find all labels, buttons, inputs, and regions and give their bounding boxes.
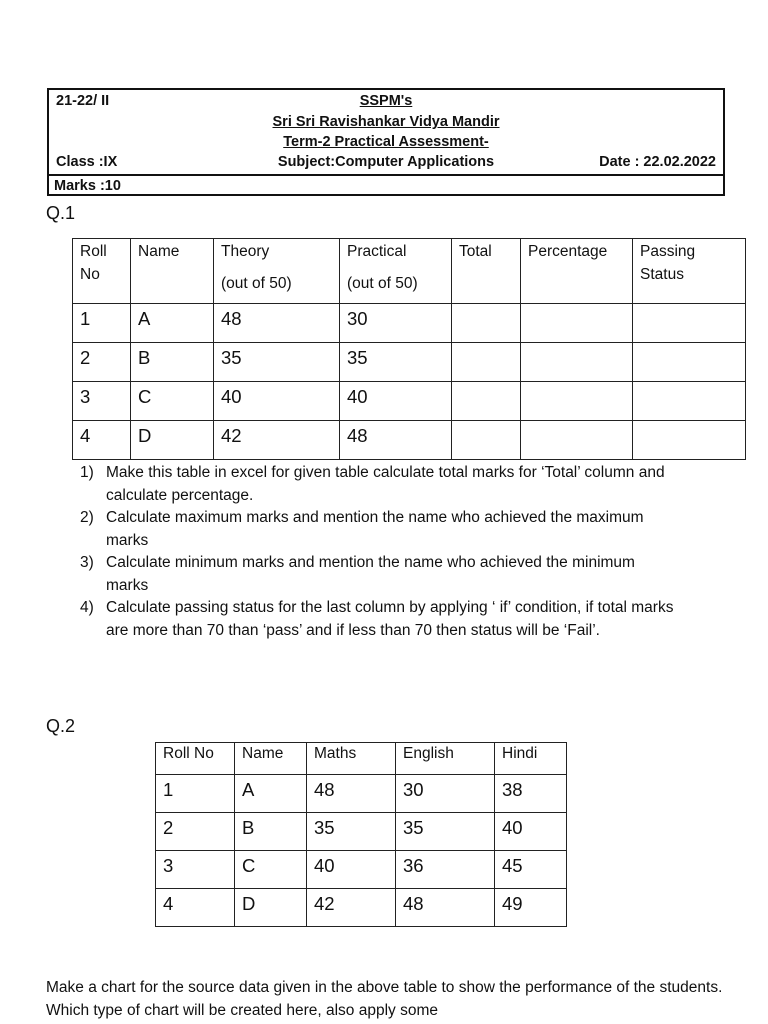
cell-practical: 40 xyxy=(340,382,452,421)
table-row xyxy=(73,304,746,343)
cell-name: C xyxy=(131,382,214,421)
col-english-header: English xyxy=(396,743,495,775)
table-row xyxy=(73,382,746,421)
cell-percentage xyxy=(521,421,633,460)
cell-practical: 30 xyxy=(340,304,452,343)
cell-practical: 48 xyxy=(340,421,452,460)
cell-theory: 48 xyxy=(214,304,340,343)
table-header-row xyxy=(73,239,746,304)
cell-total xyxy=(452,343,521,382)
cell-passing xyxy=(633,304,746,343)
list-item: 4) Calculate passing status for the last column by applying ‘ if’ condition, if total marks are more than 70 than ‘pass’ and if less than 70 then status will be ‘Fail’. xyxy=(80,599,674,639)
cell-passing xyxy=(633,382,746,421)
cell-name: C xyxy=(235,851,307,889)
cell-name: D xyxy=(235,889,307,927)
class-label: Class :IX xyxy=(56,154,118,170)
cell-english: 30 xyxy=(396,775,495,813)
date-label: Date : 22.02.2022 xyxy=(599,154,716,170)
cell-percentage xyxy=(521,382,633,421)
col-name-header: Name xyxy=(131,239,214,304)
cell-name: B xyxy=(131,343,214,382)
exam-title: Term-2 Practical Assessment- xyxy=(283,134,489,150)
col-roll-header: Roll No xyxy=(156,743,235,775)
table-row xyxy=(156,813,567,851)
col-hindi-header: Hindi xyxy=(495,743,567,775)
marks-label: Marks :10 xyxy=(54,178,121,194)
cell-name: B xyxy=(235,813,307,851)
table-row xyxy=(156,775,567,813)
col-roll-header: Roll No xyxy=(73,239,131,304)
cell-hindi: 45 xyxy=(495,851,567,889)
cell-total xyxy=(452,304,521,343)
cell-name: D xyxy=(131,421,214,460)
cell-practical: 35 xyxy=(340,343,452,382)
cell-maths: 35 xyxy=(307,813,396,851)
cell-roll: 3 xyxy=(73,382,131,421)
list-item: 2) Calculate maximum marks and mention the name who achieved the maximum marks xyxy=(80,509,644,549)
task-list xyxy=(80,462,680,642)
cell-maths: 42 xyxy=(307,889,396,927)
cell-passing xyxy=(633,421,746,460)
cell-hindi: 49 xyxy=(495,889,567,927)
col-theory-header: Theory (out of 50) xyxy=(214,239,340,304)
col-maths-header: Maths xyxy=(307,743,396,775)
cell-passing xyxy=(633,343,746,382)
cell-hindi: 40 xyxy=(495,813,567,851)
cell-roll: 2 xyxy=(156,813,235,851)
cell-roll: 4 xyxy=(73,421,131,460)
col-total-header: Total xyxy=(452,239,521,304)
cell-name: A xyxy=(235,775,307,813)
cell-maths: 48 xyxy=(307,775,396,813)
cell-total xyxy=(452,421,521,460)
cell-roll: 2 xyxy=(73,343,131,382)
col-practical-header: Practical (out of 50) xyxy=(340,239,452,304)
table-header-row xyxy=(156,743,567,775)
list-item: 3) Calculate minimum marks and mention the name who achieved the minimum marks xyxy=(80,554,635,594)
col-passing-header: Passing Status xyxy=(633,239,746,304)
q2-label: Q.2 xyxy=(46,716,76,736)
session-label: 21-22/ II xyxy=(56,93,110,109)
table-row xyxy=(156,851,567,889)
q1-label: Q.1 xyxy=(46,203,76,223)
header-box xyxy=(47,88,725,196)
subject-label: Subject:Computer Applications xyxy=(277,154,495,170)
table-row xyxy=(156,889,567,927)
cell-total xyxy=(452,382,521,421)
cell-theory: 42 xyxy=(214,421,340,460)
cell-percentage xyxy=(521,304,633,343)
cell-english: 48 xyxy=(396,889,495,927)
cell-english: 36 xyxy=(396,851,495,889)
cell-theory: 40 xyxy=(214,382,340,421)
cell-name: A xyxy=(131,304,214,343)
q2-table xyxy=(155,742,567,927)
cell-maths: 40 xyxy=(307,851,396,889)
cell-percentage xyxy=(521,343,633,382)
q2-instruction: Make a chart for the source data given in the above table to show the performance of the students. Which type of chart will be created here, also apply some xyxy=(46,979,723,1019)
col-percentage-header: Percentage xyxy=(521,239,633,304)
cell-theory: 35 xyxy=(214,343,340,382)
header-divider xyxy=(49,174,723,176)
cell-roll: 4 xyxy=(156,889,235,927)
cell-roll: 3 xyxy=(156,851,235,889)
cell-hindi: 38 xyxy=(495,775,567,813)
q1-table xyxy=(72,238,746,460)
school-name: Sri Sri Ravishankar Vidya Mandir xyxy=(272,114,500,130)
cell-roll: 1 xyxy=(156,775,235,813)
cell-english: 35 xyxy=(396,813,495,851)
table-row xyxy=(73,343,746,382)
list-item: 1) Make this table in excel for given table calculate total marks for ‘Total’ column and calculate percentage. xyxy=(80,464,665,504)
org-name: SSPM's xyxy=(359,93,413,109)
table-row xyxy=(73,421,746,460)
cell-roll: 1 xyxy=(73,304,131,343)
col-name-header: Name xyxy=(235,743,307,775)
